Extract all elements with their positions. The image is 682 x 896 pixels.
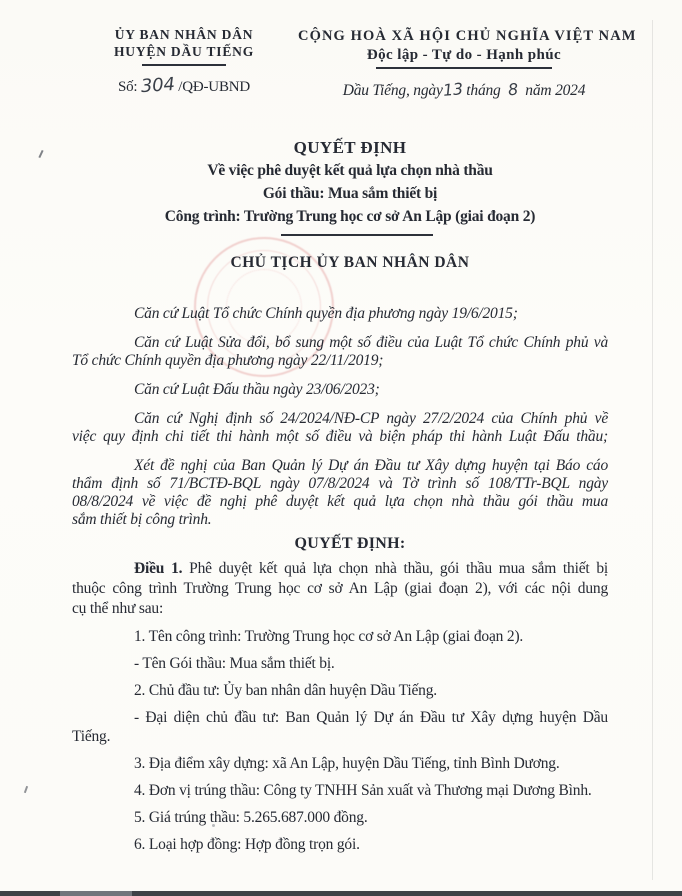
scan-speck [24, 786, 28, 793]
item-investor: 2. Chủ đầu tư: Ủy ban nhân dân huyện Dầu Tiếng. [134, 682, 437, 699]
preamble-paragraph [72, 381, 608, 399]
preamble-paragraph [72, 457, 608, 529]
scanner-edge-bar-highlight [60, 891, 132, 896]
date-prefix: Dầu Tiếng, ngày [342, 82, 443, 99]
document-number-suffix: /QĐ-UBND [178, 79, 251, 95]
preamble-section [72, 305, 608, 540]
article-1-line: cụ thể như sau: [72, 600, 164, 617]
item-investor-representative [72, 708, 608, 746]
preamble-line: việc quy định chi tiết thi hành một số điều và biện pháp thi hành Luật Đấu thầu; [72, 428, 608, 445]
place-date-line [298, 79, 630, 100]
preamble-line: thẩm định số 71/BCTĐ-BQL ngày 07/8/2024 và Tờ trình số 108/TTr-BQL ngày [72, 475, 608, 492]
item-location: 3. Địa điểm xây dựng: xã An Lập, huyện Dầu Tiếng, tỉnh Bình Dương. [134, 755, 560, 772]
item-line: - Đại diện chủ đầu tư: Ban Quản lý Dự án Đầu tư Xây dựng huyện Dầu [134, 709, 608, 726]
national-title: CỘNG HOÀ XÃ HỘI CHỦ NGHĨA VIỆT NAM [298, 28, 637, 44]
decision-items [72, 627, 608, 862]
issuing-authority-block [74, 26, 294, 96]
issuing-authority-underline [142, 64, 226, 66]
project-name-line: Công trình: Trường Trung học cơ sở An Lập (giai đoạn 2) [164, 208, 536, 225]
article-1-text: Phê duyệt kết quả lựa chọn nhà thầu, gói thầu mua sắm thiết bị [182, 560, 608, 577]
item-package-name: - Tên Gói thầu: Mua sắm thiết bị. [134, 655, 335, 672]
preamble-line: Tổ chức Chính quyền địa phương ngày 22/11/2019; [72, 352, 384, 369]
article-1-line [72, 559, 608, 579]
issuing-authority-line2: HUYỆN DẦU TIẾNG [113, 44, 255, 59]
preamble-paragraph [72, 305, 608, 323]
document-title: QUYẾT ĐỊNH [293, 138, 407, 157]
document-number-handwritten: 304 [140, 73, 176, 98]
authority-heading: CHỦ TỊCH ỦY BAN NHÂN DÂN [230, 254, 470, 271]
date-suffix: năm 2024 [525, 82, 586, 99]
article-1-label: Điều 1. [134, 560, 183, 577]
date-month-handwritten: 8 [507, 79, 519, 100]
decision-heading: QUYẾT ĐỊNH: [294, 535, 406, 552]
national-header-block [298, 27, 637, 100]
document-title-block [9, 138, 682, 236]
preamble-line: 08/8/2024 về việc đề nghị phê duyệt kết quả lựa chọn nhà thầu gói thầu mua [72, 493, 608, 510]
preamble-line: Căn cứ Luật Sửa đổi, bổ sung một số điều của Luật Tổ chức Chính phủ và [134, 334, 608, 351]
preamble-paragraph [72, 410, 608, 446]
document-number [74, 73, 294, 98]
article-1-line: thuộc công trình Trường Trung học cơ sở An Lập (giai đoạn 2), với các nội dung [72, 580, 608, 597]
document-subtitle: Về việc phê duyệt kết quả lựa chọn nhà thầu [207, 162, 493, 179]
preamble-paragraph [72, 334, 608, 370]
document-number-prefix: Số: [117, 79, 138, 95]
item-contract-type: 6. Loại hợp đồng: Hợp đồng trọn gói. [134, 836, 360, 853]
preamble-line: Căn cứ Luật Đấu thầu ngày 23/06/2023; [134, 381, 380, 398]
national-motto: Độc lập - Tự do - Hạnh phúc [366, 47, 562, 63]
item-winning-contractor: 4. Đơn vị trúng thầu: Công ty TNHH Sản xuất và Thương mại Dương Bình. [134, 782, 592, 799]
item-winning-price: 5. Giá trúng thầu: 5.265.687.000 đồng. [134, 809, 368, 826]
preamble-line: sắm thiết bị công trình. [72, 511, 212, 528]
date-day-handwritten: 13 [441, 79, 464, 100]
preamble-line: Xét đề nghị của Ban Quản lý Dự án Đầu tư Xây dựng huyện tại Báo cáo [134, 457, 608, 474]
preamble-line: Căn cứ Luật Tổ chức Chính quyền địa phương ngày 19/6/2015; [134, 305, 518, 322]
preamble-line: Căn cứ Nghị định số 24/2024/NĐ-CP ngày 27/2/2024 của Chính phủ về [134, 410, 608, 427]
issuing-authority-line1: ỦY BAN NHÂN DÂN [114, 27, 254, 42]
article-1 [72, 559, 608, 619]
item-line: Tiếng. [72, 728, 111, 745]
date-middle: tháng [466, 82, 501, 99]
national-motto-underline [376, 67, 552, 69]
item-project-name: 1. Tên công trình: Trường Trung học cơ sở An Lập (giai đoạn 2). [134, 628, 524, 645]
package-name-line: Gói thầu: Mua sắm thiết bị [262, 185, 438, 202]
title-underline [281, 234, 433, 236]
